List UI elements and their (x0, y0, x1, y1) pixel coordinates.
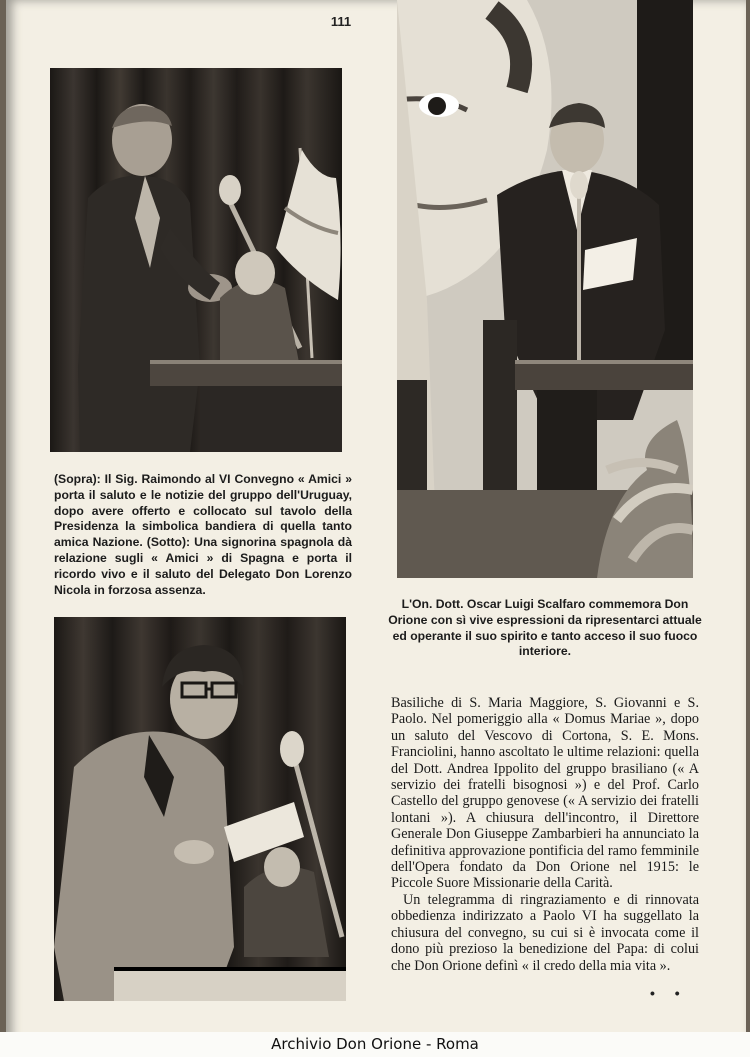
photo-spanish-speaker (54, 617, 346, 1001)
page-number: 111 (330, 14, 352, 29)
caption-right: L'On. Dott. Oscar Luigi Scalfaro commemora Don Orione con sì vive espressioni da ripresentarci attuale ed operante il suo spirito e tanto acceso il suo fuoco interiore. (388, 597, 702, 659)
end-mark: • • (650, 985, 688, 1001)
photo-scalfaro (397, 0, 693, 578)
article-paragraph: Un telegramma di ringraziamento e di rinnovata obbedienza indirizzato a Paolo VI ha suggellato la chiusura del convegno, su cui si è invocata come il dono più prezioso la benedizione del Papa: di colui che Don Orione definì « il credo della mia vita ». (391, 891, 699, 974)
photo-speaker-uruguay (50, 68, 342, 452)
caption-top-left: (Sopra): Il Sig. Raimondo al VI Convegno « Amici » porta il saluto e le notizie del gruppo dell'Uruguay, dopo avere offerto e collocato sul tavolo della Presidenza la simbolica bandiera di quella tanto amica Nazione. (Sotto): Una signorina spagnola dà relazione sugli « Amici » di Spagna e porta il ricordo vivo e il saluto del Delegato Don Lorenzo Nicola in forzosa assenza. (54, 472, 352, 597)
archive-label: Archivio Don Orione - Roma (271, 1035, 479, 1053)
archive-footer (0, 1032, 750, 1057)
magazine-page (6, 0, 746, 1057)
article-paragraph: Basiliche di S. Maria Maggiore, S. Giovanni e S. Paolo. Nel pomeriggio alla « Domus Mariae », dopo un saluto del Vescovo di Cortona, S. E. Mons. Franciolini, hanno ascoltato le ultime relazioni: quella del Dott. Andrea Ippolito del gruppo brasiliano (« A servizio dei fratelli bisognosi ») e del Prof. Carlo Castello del gruppo genovese (« A servizio dei fratelli lontani »). A chiusura dell'incontro, il Direttore Generale Don Giuseppe Zambarbieri ha annunciato la definitiva approvazione pontificia del ramo femminile dell'Opera fondato da Don Orione nel 1915: le Piccole Suore Missionarie della Carità. (391, 695, 699, 892)
article-body (391, 695, 699, 974)
